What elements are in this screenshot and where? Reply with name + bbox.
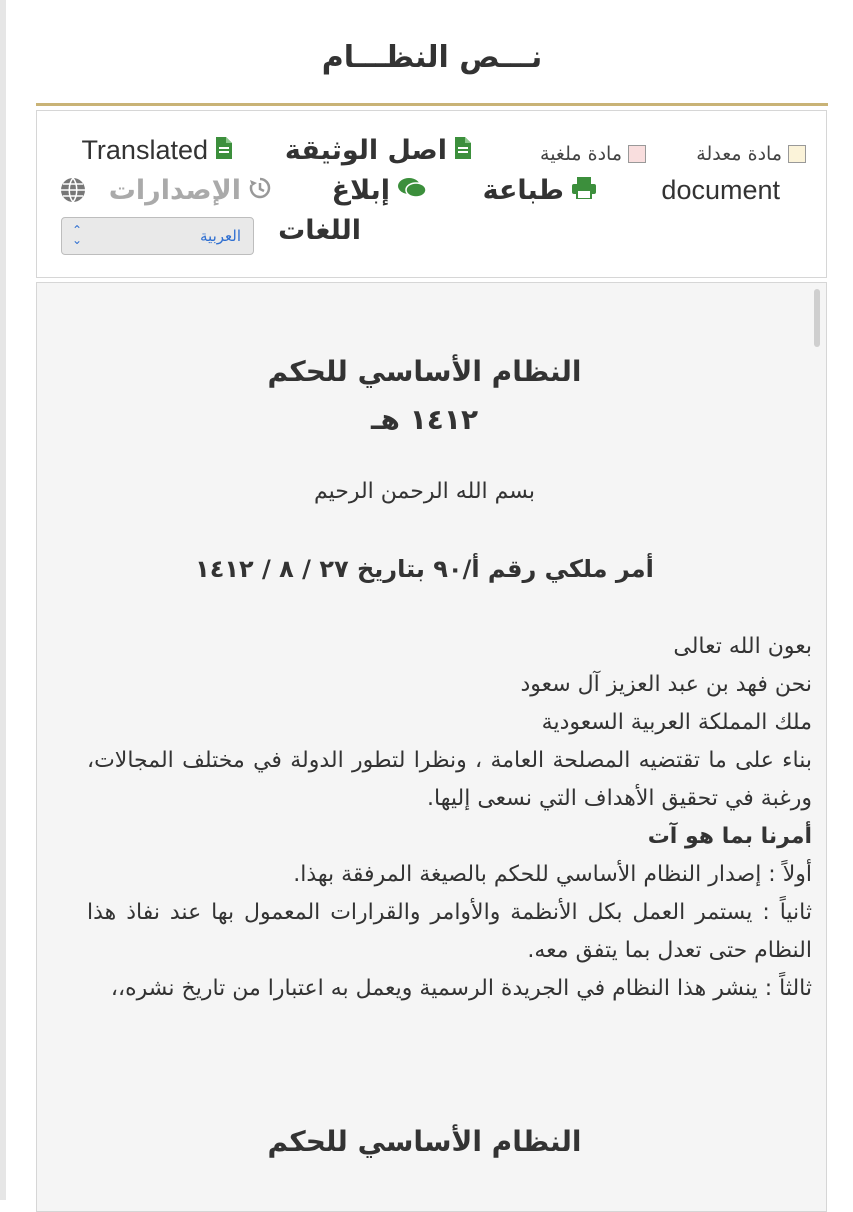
preamble-line: نحن فهد بن عبد العزيز آل سعود <box>520 672 812 697</box>
document-content <box>36 282 827 1212</box>
print-icon <box>572 177 596 205</box>
page-title: نـــص النظـــام <box>321 40 543 75</box>
legend-repealed <box>540 143 646 165</box>
amended-swatch-icon <box>788 145 806 163</box>
language-select[interactable] <box>61 217 254 255</box>
left-edge <box>0 0 6 1200</box>
print-button[interactable] <box>483 175 596 206</box>
document-year: ١٤١٢ هـ <box>370 403 479 436</box>
legend-repealed-label: مادة ملغية <box>540 143 622 165</box>
preamble-paragraph: بناء على ما تقتضيه المصلحة العامة ، ونظرا لتطور الدولة في مختلف المجالات، ورغبة في تحقيق الأهداف التي نسعى إليها. <box>87 748 812 811</box>
basmala: بسم الله الرحمن الرحيم <box>313 479 536 504</box>
original-document-label: اصل الوثيقة <box>284 135 447 166</box>
legend-amended-label: مادة معدلة <box>696 143 782 165</box>
scrollbar[interactable] <box>814 289 820 347</box>
document-heading-2: النظام الأساسي للحكم <box>267 1125 582 1158</box>
point-second: ثانياً : يستمر العمل بكل الأنظمة والأوامر والقرارات المعمول بها عند نفاذ هذا النظام حتى تعدل بما يتفق معه. <box>87 900 812 963</box>
languages-label: اللغات <box>278 215 361 246</box>
document-toolbar <box>36 110 827 278</box>
preamble-line: ملك المملكة العربية السعودية <box>541 710 812 735</box>
point-third: ثالثاً : ينشر هذا النظام في الجريدة الرسمية ويعمل به اعتبارا من تاريخ نشره،، <box>110 976 812 1001</box>
document-heading: النظام الأساسي للحكم <box>267 355 582 388</box>
history-icon <box>249 177 271 205</box>
report-label: إبلاغ <box>331 175 390 206</box>
document-label[interactable]: document <box>661 175 780 205</box>
legend-amended <box>696 143 806 165</box>
language-select-value: العربية <box>200 227 241 245</box>
royal-order-title: أمر ملكي رقم أ/٩٠ بتاريخ ٢٧ / ٨ / ١٤١٢ <box>195 555 654 583</box>
preamble-line: بعون الله تعالى <box>673 634 812 659</box>
globe-icon[interactable] <box>60 177 86 207</box>
title-divider <box>36 103 828 106</box>
repealed-swatch-icon <box>628 145 646 163</box>
versions-label: الإصدارات <box>108 175 241 206</box>
ordered-heading: أمرنا بما هو آت <box>647 824 812 849</box>
file-icon <box>455 137 471 165</box>
translated-document-button[interactable] <box>81 135 232 166</box>
file-icon <box>216 137 232 165</box>
original-document-button[interactable] <box>285 135 471 166</box>
translated-label: Translated <box>81 135 208 165</box>
print-label: طباعة <box>482 175 564 206</box>
point-first: أولاً : إصدار النظام الأساسي للحكم بالصيغة المرفقة بهذا. <box>293 862 812 887</box>
comments-icon <box>398 177 426 205</box>
report-button[interactable] <box>332 175 426 206</box>
preamble-text <box>87 628 812 1008</box>
versions-button[interactable] <box>109 175 271 206</box>
chevron-updown-icon: ⌃ ⌄ <box>72 223 83 247</box>
